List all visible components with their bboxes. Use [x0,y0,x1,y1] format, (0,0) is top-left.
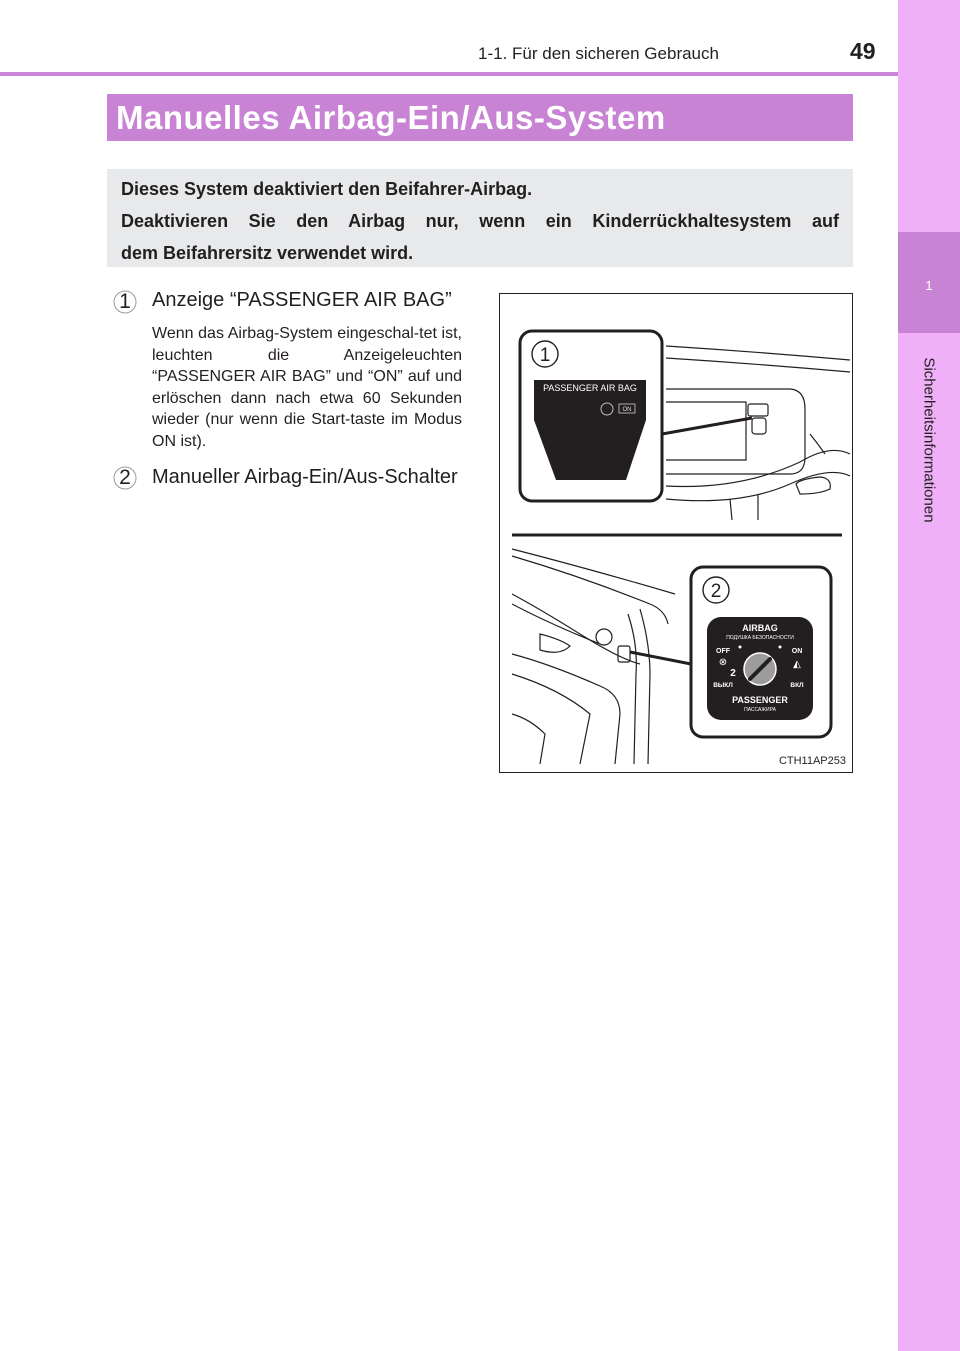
switch-off-label-ru: ВЫКЛ [713,682,733,689]
figure-code: CTH11AP253 [778,755,846,767]
section-title-bar [107,94,853,141]
switch-bottom-label-ru: ПАССАЖИРА [744,707,776,713]
item-number-2 [113,466,137,490]
callout-2-number: 2 [710,581,722,602]
item-number-text: 1 [119,290,131,313]
airbag-system-figure [499,293,853,773]
on-position-dot [779,646,782,649]
indicator-on-text: ON [622,407,632,413]
item-number-1 [113,290,137,314]
dashboard-illustration [500,294,853,773]
switch-on-label: ON [791,648,803,655]
side-bar [898,0,960,1351]
switch-on-label-ru: ВКЛ [790,682,804,689]
callout-2-leader [630,652,691,664]
chapter-number: 1 [925,278,933,293]
item-title-1: Anzeige “PASSENGER AIR BAG” [152,289,452,311]
off-position-dot [739,646,742,649]
switch-bottom-label: PASSENGER [732,695,788,705]
item-description-1: Wenn das Airbag-System eingeschal-tet ist, leuchten die Anzeigeleuchten “PASSENGER AIR BAG” und “ON” auf und erlöschen dann nach etwa 60 Sekunden wieder (nur wenn die Start-taste im Modus ON ist). [152,325,462,450]
switch-top-label-ru: ПОДУШКА БЕЗОПАСНОСТИ [726,635,794,641]
switch-off-label: OFF [716,648,730,655]
item-title-2: Manueller Airbag-Ein/Aus-Schalter [152,466,458,488]
callout-1-leader [662,418,752,434]
switch-top-label: AIRBAG [742,623,778,633]
section-header: 1-1. Für den sicheren Gebrauch [478,44,719,63]
section-title: Manuelles Airbag-Ein/Aus-System [116,98,666,136]
intro-line-3: dem Beifahrersitz verwendet wird. [121,243,414,263]
item-number-text: 2 [119,466,131,489]
callout-1-number: 1 [539,345,551,366]
dashboard-top-drawing [666,346,850,520]
header-rule [0,72,898,76]
intro-box [107,169,853,267]
page-number: 49 [850,38,876,64]
airbag-off-symbol-icon: ⊗ [718,657,728,668]
intro-line-1: Dieses System deaktiviert den Beifahrer-Airbag. [121,179,533,199]
airbag-on-symbol-icon: ◭ [793,659,801,670]
chapter-label: Sicherheitsinformationen [920,357,938,523]
intro-line-2: Deaktivieren Sie den Airbag nur, wenn ein Kinderrückhaltesystem auf [121,211,839,231]
switch-small-number: 2 [730,668,736,679]
indicator-label: PASSENGER AIR BAG [543,383,637,393]
indicator-panel [534,380,646,480]
